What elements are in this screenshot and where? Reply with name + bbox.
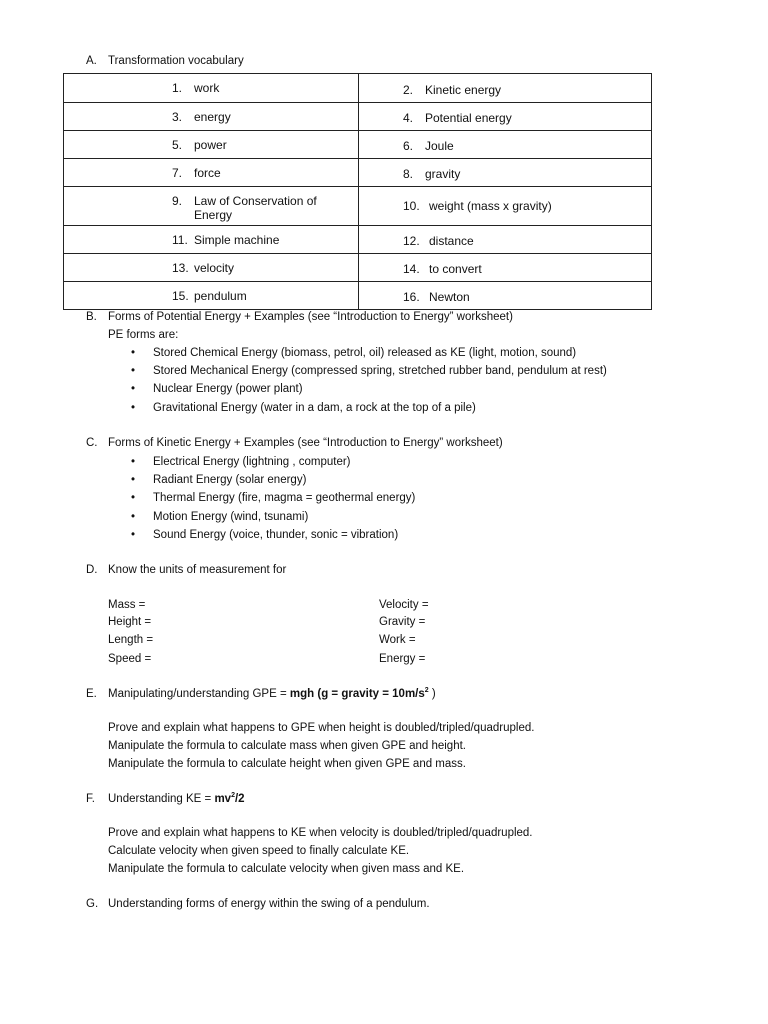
term-number: 12. — [403, 234, 420, 248]
list-item: Thermal Energy (fire, magma = geothermal energy) — [153, 492, 416, 504]
term-text: gravity — [425, 167, 461, 181]
term-number: 15. — [172, 288, 189, 303]
section-b-title: Forms of Potential Energy + Examples (see “Introduction to Energy” worksheet) — [108, 311, 513, 323]
term-text: Potential energy — [425, 111, 512, 125]
term-text: Newton — [429, 290, 470, 304]
close-paren: ) — [431, 688, 436, 700]
list-item: Stored Chemical Energy (biomass, petrol, oil) released as KE (light, motion, sound) — [153, 347, 577, 359]
term-number: 9. — [172, 193, 183, 208]
term-number: 2. — [403, 82, 414, 97]
term-text: velocity — [194, 260, 235, 275]
bullet-icon: • — [131, 365, 136, 377]
unit-height: Height = — [108, 616, 152, 628]
list-item: Motion Energy (wind, tsunami) — [153, 511, 309, 523]
table-row — [64, 103, 652, 131]
vocabulary-table — [63, 73, 652, 310]
table-row — [64, 74, 652, 103]
term-number: 8. — [403, 167, 414, 181]
bullet-icon: • — [131, 347, 136, 359]
unit-length: Length = — [108, 634, 154, 646]
section-e-title — [108, 688, 436, 700]
bullet-icon: • — [131, 492, 136, 504]
list-item: Radiant Energy (solar energy) — [153, 474, 307, 486]
section-b-letter: B. — [86, 311, 97, 323]
section-g-title: Understanding forms of energy within the swing of a pendulum. — [108, 898, 430, 910]
term-number: 14. — [403, 262, 420, 276]
table-row — [64, 187, 652, 226]
term-text: Simple machine — [194, 232, 280, 247]
section-f-title-text: Understanding KE = — [108, 793, 215, 805]
list-item: Gravitational Energy (water in a dam, a rock at the top of a pile) — [153, 402, 476, 414]
list-item: Stored Mechanical Energy (compressed spring, stretched rubber band, pendulum at rest) — [153, 365, 607, 377]
term-text: pendulum — [194, 288, 247, 303]
unit-work: Work = — [379, 634, 416, 646]
section-e-line: Prove and explain what happens to GPE when height is doubled/tripled/quadrupled. — [108, 722, 535, 734]
ke-formula-end: /2 — [234, 793, 245, 805]
gravity-note: (g = gravity = 10m/s — [317, 688, 425, 700]
section-c-title: Forms of Kinetic Energy + Examples (see “Introduction to Energy” worksheet) — [108, 437, 503, 449]
section-f-line: Prove and explain what happens to KE when velocity is doubled/tripled/quadrupled. — [108, 827, 533, 839]
table-row — [64, 282, 652, 310]
term-text: to convert — [429, 262, 482, 276]
term-text: work — [194, 81, 220, 95]
list-item: Sound Energy (voice, thunder, sonic = vibration) — [153, 529, 399, 541]
term-number: 4. — [403, 111, 414, 125]
term-text: Law of Conservation of Energy — [193, 193, 317, 222]
term-number: 6. — [403, 139, 414, 153]
bullet-icon: • — [131, 529, 136, 541]
section-d-letter: D. — [86, 564, 98, 576]
list-item: Electrical Energy (lightning , computer) — [153, 456, 351, 468]
section-a-letter: A. — [86, 55, 97, 67]
section-f-letter: F. — [86, 793, 95, 805]
exponent: 2 — [231, 792, 235, 800]
term-text: distance — [429, 234, 474, 248]
bullet-icon: • — [131, 511, 136, 523]
bullet-icon: • — [131, 474, 136, 486]
section-b-intro: PE forms are: — [108, 329, 179, 341]
term-number: 16. — [403, 290, 420, 304]
term-number: 3. — [172, 109, 183, 124]
term-number: 1. — [172, 81, 183, 95]
term-text: power — [194, 137, 227, 152]
section-e-line: Manipulate the formula to calculate mass when given GPE and height. — [108, 740, 466, 752]
bullet-icon: • — [131, 402, 136, 414]
term-number: 13. — [172, 260, 189, 275]
term-text: Joule — [425, 139, 454, 153]
section-e-letter: E. — [86, 688, 97, 700]
term-number: 11. — [172, 232, 188, 247]
section-e-line: Manipulate the formula to calculate height when given GPE and mass. — [108, 758, 466, 770]
section-e-title-text: Manipulating/understanding GPE = — [108, 688, 290, 700]
section-g-letter: G. — [86, 898, 99, 910]
section-f-title — [108, 793, 245, 805]
gpe-formula: mgh — [289, 688, 315, 700]
term-number: 7. — [172, 165, 183, 180]
bullet-icon: • — [131, 383, 136, 395]
section-d-title: Know the units of measurement for — [108, 564, 287, 576]
section-a-title: Transformation vocabulary — [108, 55, 244, 67]
term-text: force — [194, 165, 221, 180]
table-row — [64, 254, 652, 282]
unit-velocity: Velocity = — [379, 599, 429, 611]
list-item: Nuclear Energy (power plant) — [153, 383, 303, 395]
unit-energy: Energy = — [379, 653, 426, 665]
ke-formula: mv — [214, 793, 232, 805]
term-number: 10. — [403, 199, 420, 213]
bullet-icon: • — [131, 456, 136, 468]
unit-mass: Mass = — [108, 599, 146, 611]
table-row — [64, 159, 652, 187]
section-f-line: Calculate velocity when given speed to finally calculate KE. — [108, 845, 410, 857]
section-f-line: Manipulate the formula to calculate velocity when given mass and KE. — [108, 863, 465, 875]
table-row — [64, 131, 652, 159]
term-number: 5. — [172, 137, 183, 152]
term-text: weight (mass x gravity) — [429, 199, 552, 213]
term-text: energy — [194, 109, 231, 124]
unit-speed: Speed = — [108, 653, 152, 665]
exponent: 2 — [424, 687, 429, 695]
table-row — [64, 226, 652, 254]
unit-gravity: Gravity = — [379, 616, 426, 628]
term-text: Kinetic energy — [425, 82, 502, 97]
section-c-letter: C. — [86, 437, 98, 449]
